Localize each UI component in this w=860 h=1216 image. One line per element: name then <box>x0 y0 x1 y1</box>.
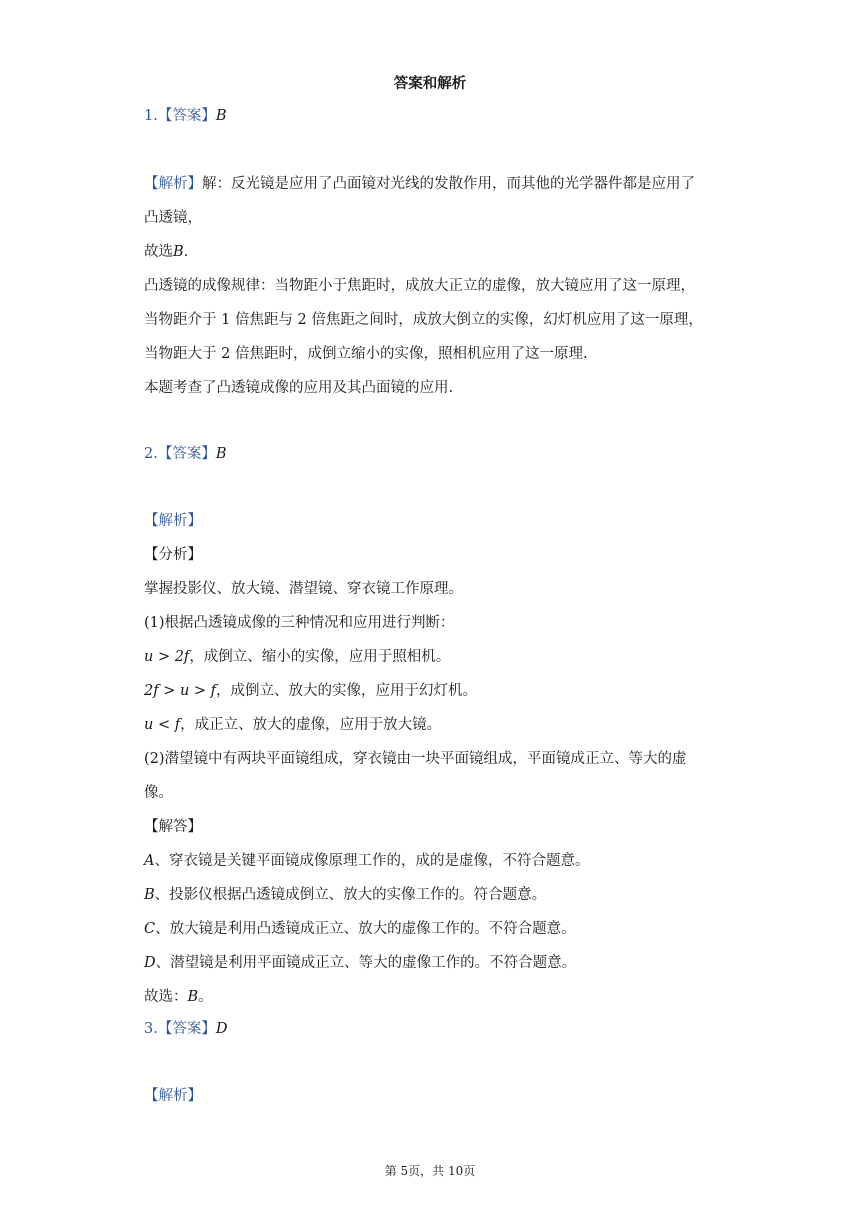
q2-option-b-text: 、投影仪根据凸透镜成倒立、放大的实像工作的。符合题意。 <box>154 887 547 903</box>
q2-explanation-tag: 【解析】 <box>144 513 202 529</box>
q1-explanation-tag: 【解析】 <box>144 176 202 192</box>
page-title: 答案和解析 <box>393 76 467 92</box>
q3-explanation-tag: 【解析】 <box>144 1088 202 1104</box>
q1-explanation-line-1 <box>144 174 695 194</box>
q1-explanation-line-6: 当物距大于 2 倍焦距时，成倒立缩小的实像，照相机应用了这一原理. <box>144 346 588 362</box>
q1-explanation-line-2: 凸透镜， <box>144 210 202 226</box>
q2-option-b <box>144 885 546 905</box>
q2-final-letter: B <box>187 989 199 1005</box>
q1-answer-tag: 【答案】 <box>157 108 216 124</box>
q2-final-prefix: 故选： <box>144 989 188 1005</box>
q2-option-b-letter: B <box>144 887 155 903</box>
q2-answer-tag-section: 【解答】 <box>144 819 202 835</box>
q2-analysis-line-5 <box>144 715 441 735</box>
q1-explanation-line-5: 当物距介于 1 倍焦距与 2 倍焦距之间时，成放大倒立的实像，幻灯机应用了这一原理， <box>144 312 703 328</box>
q1-choice-suffix: . <box>183 244 189 260</box>
q1-answer-line <box>144 106 227 126</box>
q2-answer-value: B <box>215 446 227 462</box>
q2-option-c <box>144 919 576 939</box>
q2-analysis-line-3 <box>144 647 450 667</box>
q2-option-d-letter: D <box>144 955 156 971</box>
q1-explanation-line-4: 凸透镜的成像规律：当物距小于焦距时，成放大正立的虚像，放大镜应用了这一原理， <box>144 278 695 294</box>
q2-option-d <box>144 953 576 973</box>
q2-formula-2: 2f > u > f <box>144 683 217 699</box>
q1-choice-letter: B <box>173 244 184 260</box>
q1-choice-line <box>144 242 188 262</box>
q2-formula-1-text: ，成倒立、缩小的实像，应用于照相机。 <box>189 649 451 665</box>
q1-explanation-text-1: 解：反光镜是应用了凸面镜对光线的发散作用，而其他的光学器件都是应用了 <box>202 176 695 192</box>
q2-answer-tag: 【答案】 <box>157 446 216 462</box>
q3-answer-value: D <box>215 1021 228 1037</box>
q1-number: 1. <box>144 108 158 124</box>
q2-formula-1: u > 2f <box>144 649 190 665</box>
page-footer: 第 5页，共 10页 <box>384 1164 476 1178</box>
q3-number: 3. <box>144 1021 158 1037</box>
q2-analysis-line-4 <box>144 681 477 701</box>
q2-option-a-letter: A <box>144 853 155 869</box>
q2-number: 2. <box>144 446 158 462</box>
q2-final-suffix: 。 <box>198 989 213 1005</box>
q2-option-a-text: 、穿衣镜是关键平面镜成像原理工作的，成的是虚像，不符合题意。 <box>154 853 590 869</box>
q1-choice-prefix: 故选 <box>144 244 173 260</box>
q1-answer-value: B <box>215 108 227 124</box>
q3-answer-line <box>144 1019 227 1039</box>
q2-analysis-line-1: 掌握投影仪、放大镜、潜望镜、穿衣镜工作原理。 <box>144 581 463 597</box>
q2-option-c-text: 、放大镜是利用凸透镜成正立、放大的虚像工作的。不符合题意。 <box>155 921 576 937</box>
q2-formula-3-text: ，成正立、放大的虚像，应用于放大镜。 <box>180 717 442 733</box>
q2-option-d-text: 、潜望镜是利用平面镜成正立、等大的虚像工作的。不符合题意。 <box>155 955 577 971</box>
q2-answer-line <box>144 444 227 464</box>
q2-option-a <box>144 851 589 871</box>
q2-analysis-tag: 【分析】 <box>144 547 202 563</box>
q2-option-c-letter: C <box>144 921 156 937</box>
q2-final-choice <box>144 987 213 1007</box>
q2-formula-2-text: ，成倒立、放大的实像，应用于幻灯机。 <box>216 683 478 699</box>
q2-analysis-line-2: (1)根据凸透镜成像的三种情况和应用进行判断： <box>144 615 455 631</box>
q3-answer-tag: 【答案】 <box>157 1021 216 1037</box>
q2-analysis-line-6: (2)潜望镜中有两块平面镜组成，穿衣镜由一块平面镜组成，平面镜成正立、等大的虚 <box>144 751 687 767</box>
q2-analysis-line-7: 像。 <box>144 785 173 801</box>
q1-explanation-line-7: 本题考查了凸透镜成像的应用及其凸面镜的应用. <box>144 380 454 396</box>
q2-formula-3: u < f <box>144 717 181 733</box>
